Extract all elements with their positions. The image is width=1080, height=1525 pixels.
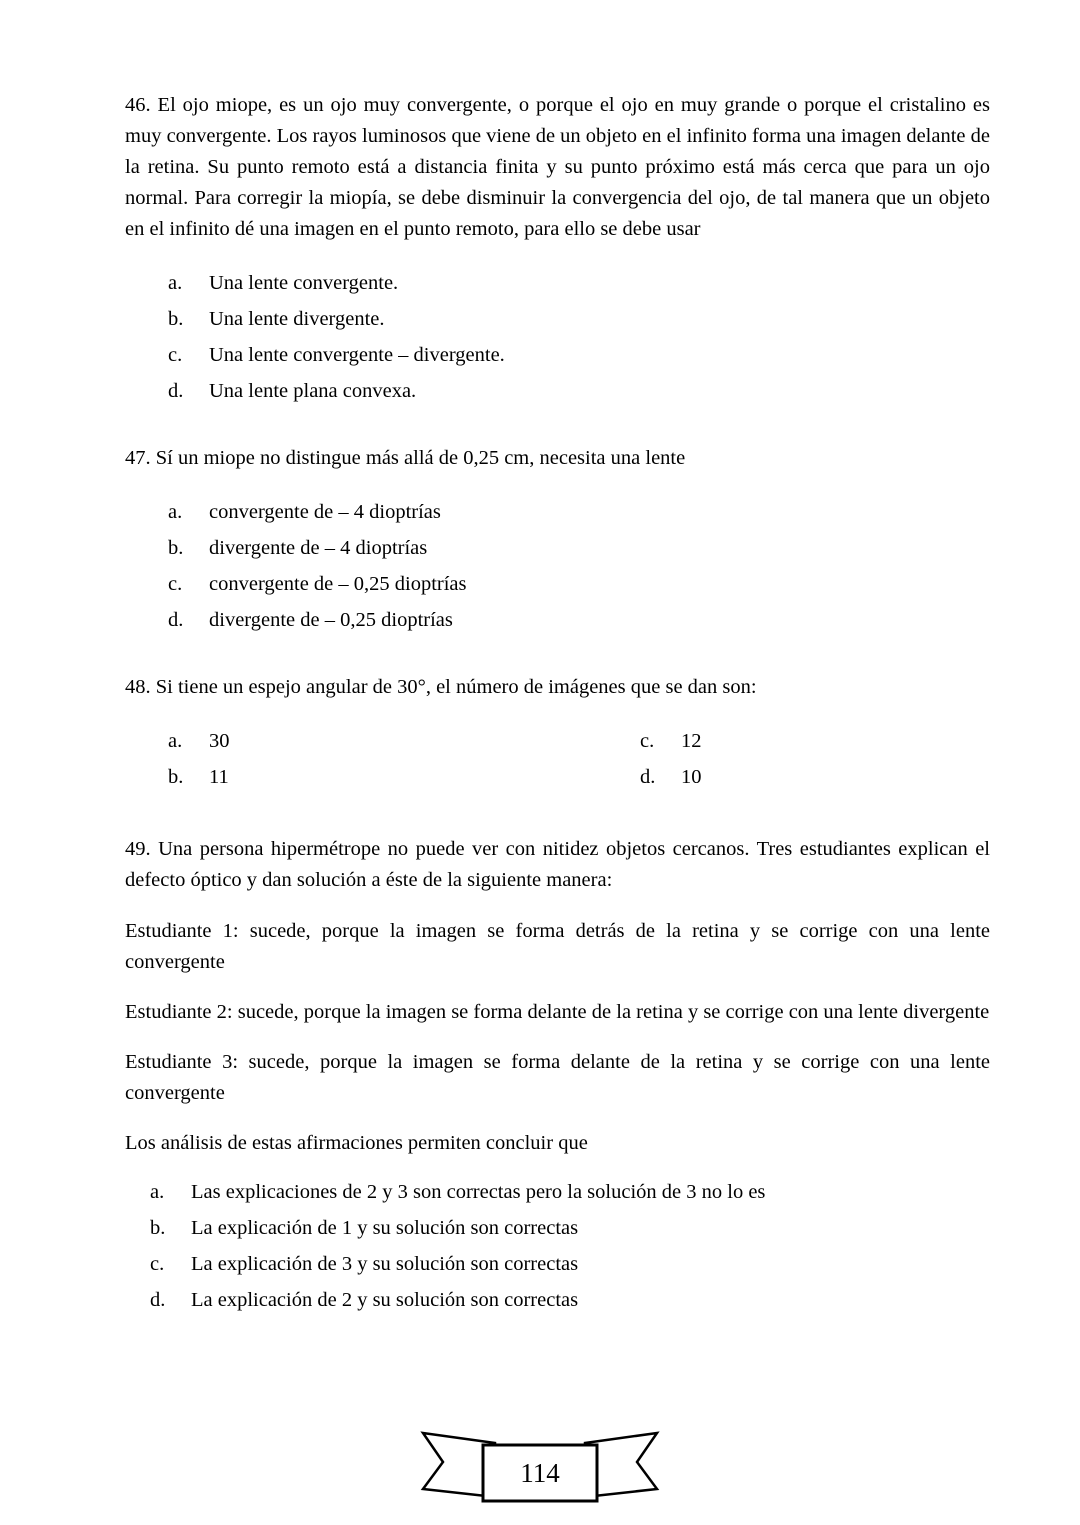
student-2-statement: Estudiante 2: sucede, porque la imagen se forma delante de la retina y se corrige con una lente divergente <box>125 1001 990 1023</box>
question-47-text: 47. Sí un miope no distingue más allá de 0,25 cm, necesita una lente <box>125 447 686 469</box>
question-48-options-left <box>168 726 640 798</box>
option-row <box>150 1177 990 1208</box>
option-letter: b. <box>168 308 184 330</box>
student-3-statement: Estudiante 3: sucede, porque la imagen se forma delante de la retina y se corrige con una lente convergente <box>125 1051 990 1104</box>
option-row <box>168 533 990 564</box>
option-row <box>640 726 990 757</box>
option-text: Las explicaciones de 2 y 3 son correctas pero la solución de 3 no lo es <box>191 1181 766 1203</box>
question-49-options <box>150 1177 990 1316</box>
option-letter: d. <box>168 609 184 631</box>
option-row <box>168 762 640 793</box>
question-49-text: 49. Una persona hipermétrope no puede ver con nitidez objetos cercanos. Tres estudiantes explican el defecto óptico y dan solución a éste de la siguiente manera: <box>125 838 990 891</box>
question-46-options <box>168 268 990 407</box>
option-row <box>150 1213 990 1244</box>
option-letter: d. <box>168 380 184 402</box>
question-47-options <box>168 497 990 636</box>
question-46-text: 46. El ojo miope, es un ojo muy convergente, o porque el ojo en muy grande o porque el cristalino es muy convergente. Los rayos luminosos que viene de un objeto en el infinito forma una imagen delante de la retina. Su punto remoto está a distancia finita y su punto próximo está más cerca que para un ojo normal. Para corregir la miopía, se debe disminuir la convergencia del ojo, de tal manera que un objeto en el infinito dé una imagen en el punto remoto, para ello se debe usar <box>125 94 990 240</box>
question-48 <box>125 672 990 798</box>
question-47 <box>125 443 990 636</box>
option-row <box>150 1249 990 1280</box>
option-text: La explicación de 1 y su solución son correctas <box>191 1217 579 1239</box>
option-row <box>168 304 990 335</box>
student-1-statement: Estudiante 1: sucede, porque la imagen se forma detrás de la retina y se corrige con una lente convergente <box>125 920 990 973</box>
option-row <box>168 726 640 757</box>
option-text: 11 <box>209 766 229 788</box>
option-row <box>168 340 990 371</box>
option-row <box>168 605 990 636</box>
question-48-options-right <box>640 726 990 798</box>
option-letter: a. <box>168 272 183 294</box>
option-letter: a. <box>168 730 183 752</box>
option-letter: b. <box>168 766 184 788</box>
option-text: convergente de – 4 dioptrías <box>209 501 441 523</box>
option-row <box>150 1285 990 1316</box>
page-number: 114 <box>520 1458 560 1488</box>
option-letter: b. <box>168 537 184 559</box>
option-letter: a. <box>150 1181 165 1203</box>
option-letter: b. <box>150 1217 166 1239</box>
option-letter: a. <box>168 501 183 523</box>
option-text: divergente de – 4 dioptrías <box>209 537 428 559</box>
option-text: 10 <box>681 766 702 788</box>
ribbon-banner-icon <box>417 1427 663 1511</box>
option-letter: c. <box>640 730 655 752</box>
question-48-options <box>168 726 990 798</box>
option-row <box>168 268 990 299</box>
option-row <box>168 376 990 407</box>
option-text: Una lente plana convexa. <box>209 380 417 402</box>
option-row <box>168 569 990 600</box>
question-46 <box>125 90 990 407</box>
option-row <box>640 762 990 793</box>
option-text: 30 <box>209 730 230 752</box>
option-letter: c. <box>168 573 183 595</box>
option-letter: d. <box>640 766 656 788</box>
option-text: La explicación de 3 y su solución son correctas <box>191 1253 579 1275</box>
page-number-ribbon <box>417 1427 663 1511</box>
question-49 <box>125 834 990 1316</box>
option-text: 12 <box>681 730 702 752</box>
option-text: convergente de – 0,25 dioptrías <box>209 573 467 595</box>
option-letter: c. <box>168 344 183 366</box>
question-48-text: 48. Si tiene un espejo angular de 30°, el número de imágenes que se dan son: <box>125 676 757 698</box>
option-letter: d. <box>150 1289 166 1311</box>
question-49-conclusion: Los análisis de estas afirmaciones permiten concluir que <box>125 1132 588 1154</box>
option-text: Una lente convergente. <box>209 272 399 294</box>
option-letter: c. <box>150 1253 165 1275</box>
option-row <box>168 497 990 528</box>
option-text: divergente de – 0,25 dioptrías <box>209 609 453 631</box>
option-text: La explicación de 2 y su solución son correctas <box>191 1289 579 1311</box>
option-text: Una lente convergente – divergente. <box>209 344 505 366</box>
option-text: Una lente divergente. <box>209 308 385 330</box>
